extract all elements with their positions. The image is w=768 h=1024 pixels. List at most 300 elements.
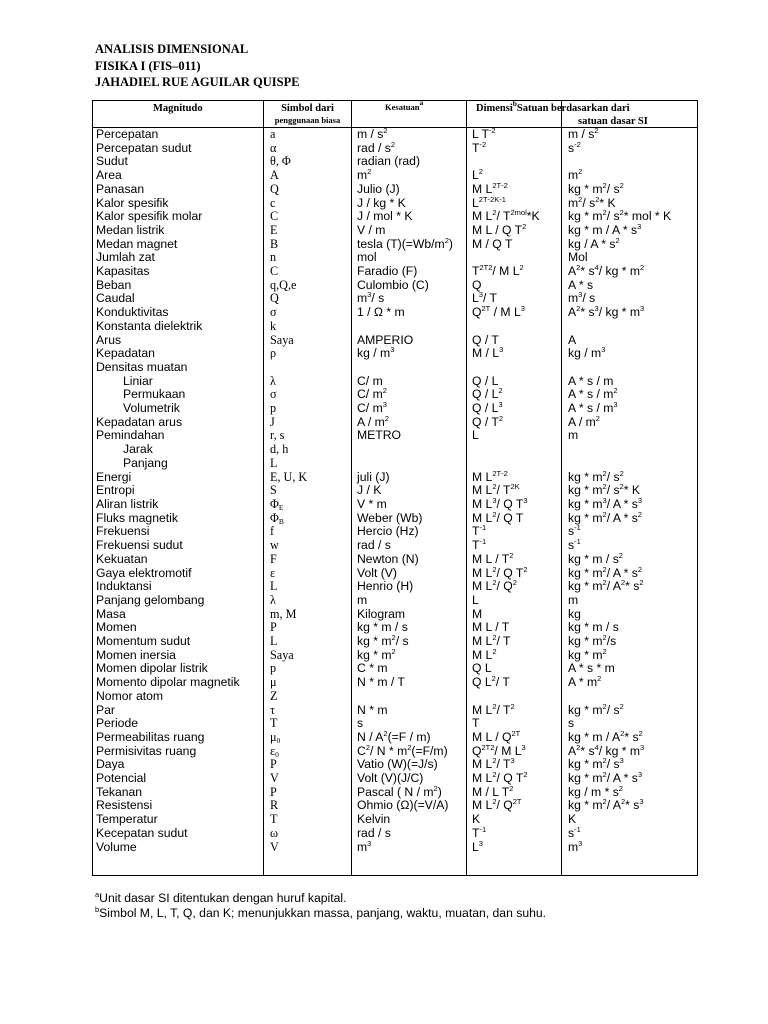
- unit-cell: C/ $m^3$: [357, 400, 387, 416]
- si-unit-cell: A * s / $m^2$: [568, 386, 618, 402]
- unit-cell: Faradio (F): [357, 264, 418, 279]
- dimension-cell: M $L^{2T-2}$: [472, 468, 508, 484]
- quantity-name: Periode: [96, 716, 139, 731]
- unit-cell: Volt (V): [357, 565, 397, 580]
- table-row: [0, 221, 768, 238]
- si-unit-cell: $m^2/$ $s^2*$ K: [568, 194, 616, 210]
- dimension-cell: M L / Q $T^2$: [472, 221, 527, 237]
- symbol-cell: μ: [270, 675, 277, 690]
- si-unit-cell: kg: [568, 606, 581, 621]
- quantity-name: Percepatan sudut: [96, 140, 192, 155]
- symbol-cell: P: [270, 784, 277, 799]
- author-name: JAHADIEL RUE AGUILAR QUISPE: [95, 75, 300, 89]
- dimension-cell: M L / $Q^{2T}$: [472, 728, 521, 744]
- symbol-cell: q,Q,e: [270, 277, 297, 292]
- table-row: [0, 468, 768, 485]
- symbol-cell: ω: [270, 825, 279, 840]
- unit-cell: A / $m^2$: [357, 413, 389, 429]
- dimension-cell: Q: [472, 277, 482, 292]
- unit-cell: V * m: [357, 496, 387, 511]
- table-row: [0, 155, 768, 169]
- dimension-cell: $Q^{2T2}/$ M $L^3$: [472, 742, 526, 758]
- symbol-cell: $\mu_0$: [270, 729, 281, 745]
- dimension-cell: Q / $L^2$: [472, 386, 503, 402]
- quantity-name: Jumlah zat: [96, 250, 155, 265]
- unit-cell: mol: [357, 250, 377, 265]
- quantity-name: Momen: [96, 620, 137, 635]
- unit-cell: Weber (Wb): [357, 510, 423, 525]
- quantity-name: Energi: [96, 469, 132, 484]
- unit-cell: J / mol * K: [357, 209, 413, 224]
- si-unit-cell: kg * $m^2/$ $s^3$: [568, 756, 624, 772]
- table-row: [0, 539, 768, 553]
- dimension-cell: $L^3/$ T: [472, 290, 497, 306]
- unit-cell: $N / A^2(=F / m)$: [357, 728, 431, 744]
- si-unit-cell: $s^{-1}$: [568, 824, 581, 840]
- dimension-cell: M $L^2/$ $T^2$: [472, 701, 515, 717]
- table-row: [0, 235, 768, 252]
- unit-cell: Pascal ( N / $m^2$): [357, 783, 442, 799]
- column-header-dimensi: Dimensi$^b$Satuan berdasarkan dari: [476, 99, 630, 114]
- symbol-cell: c: [270, 195, 276, 210]
- si-unit-cell: kg * $m^2/$ $s^2$: [568, 180, 624, 196]
- quantity-name: Resistensi: [96, 798, 153, 813]
- si-unit-cell: A * s / m: [568, 373, 614, 388]
- unit-cell: METRO: [357, 428, 402, 443]
- symbol-cell: f: [270, 524, 275, 539]
- unit-cell: Newton (N): [357, 551, 419, 566]
- table-row: [0, 279, 768, 293]
- unit-cell: Kelvin: [357, 812, 391, 827]
- unit-cell: rad / s: [357, 538, 391, 553]
- quantity-name: Densitas muatan: [96, 359, 188, 374]
- table-row: [0, 838, 768, 855]
- quantity-name: Fluks magnetik: [96, 510, 178, 525]
- dimension-cell: $T^{-1}$: [472, 537, 487, 553]
- symbol-cell: ρ: [270, 346, 277, 361]
- quantity-name: Kalor spesifik molar: [96, 209, 203, 224]
- table-row: [0, 772, 768, 786]
- table-row: [0, 413, 768, 430]
- quantity-name: Panasan: [96, 181, 145, 196]
- si-unit-cell: $s^{-1}$: [568, 523, 581, 539]
- column-header-kesatuan: Kesatuan$^a$: [385, 98, 424, 112]
- table-row: [0, 728, 768, 745]
- symbol-cell: θ, Φ: [270, 154, 291, 169]
- dimension-cell: M L / T: [472, 620, 510, 635]
- symbol-cell: L: [270, 634, 278, 649]
- si-unit-cell: kg * m / $s^2$: [568, 550, 623, 566]
- dimension-cell: $L^3$: [472, 838, 483, 854]
- table-row: [0, 347, 768, 361]
- unit-cell: Henrio (H): [357, 579, 414, 594]
- quantity-name: Momen dipolar listrik: [96, 661, 208, 676]
- column-header-simbol: Simbol dari: [281, 103, 334, 114]
- dimension-cell: Q / $T^2$: [472, 413, 504, 429]
- table-row: [0, 495, 768, 512]
- si-unit-cell: A * s: [568, 277, 594, 292]
- quantity-name: Nomor atom: [96, 688, 164, 703]
- unit-cell: Kilogram: [357, 606, 406, 621]
- table-row: [0, 139, 768, 156]
- dimension-cell: $T^{-1}$: [472, 523, 487, 539]
- unit-cell: Culombio (C): [357, 277, 429, 292]
- footnote-b: $^b$Simbol M, L, T, Q, dan K; menunjukkan massa, panjang, waktu, muatan, dan suhu.: [95, 905, 547, 920]
- si-unit-cell: kg / A * $s^2$: [568, 235, 620, 251]
- table-row: [0, 662, 768, 676]
- si-unit-cell: m / $s^2$: [568, 126, 599, 141]
- symbol-cell: $\Phi_B$: [270, 510, 284, 526]
- table-row: [0, 758, 768, 772]
- si-unit-cell: m: [568, 592, 579, 607]
- si-unit-cell: $A^2*$ $s^4/$ kg * $m^2$: [568, 263, 645, 279]
- dimension-cell: T: [472, 716, 480, 731]
- si-unit-cell: kg * m / A * $s^3$: [568, 221, 642, 237]
- si-unit-cell: $m^3/$ s: [568, 290, 596, 306]
- quantity-name: Konstanta dielektrik: [96, 318, 203, 333]
- symbol-cell: α: [270, 140, 277, 155]
- dimension-cell: M $L^2/$ $T^{2K}$: [472, 482, 520, 498]
- quantity-name: Kecepatan sudut: [96, 825, 188, 840]
- dimension-cell: L: [472, 592, 479, 607]
- quantity-name: Kepadatan: [96, 346, 155, 361]
- symbol-cell: R: [270, 798, 279, 813]
- table-row: [0, 525, 768, 539]
- si-unit-cell: $m^3$: [568, 838, 583, 854]
- dimension-cell: $Q^{2T}$ / M $L^3$: [472, 304, 525, 320]
- table-row: [0, 443, 768, 457]
- si-unit-cell: m: [568, 428, 579, 443]
- symbol-cell: p: [270, 661, 277, 676]
- unit-cell: C/ $m^2$: [357, 386, 387, 402]
- dimension-cell: L $T^{-2}$: [472, 126, 496, 141]
- si-unit-cell: kg * $m^2/$ A * $s^3$: [568, 770, 643, 786]
- si-unit-cell: kg * $m^2/$ A * $s^2$: [568, 509, 643, 525]
- table-row: [0, 210, 768, 224]
- si-unit-cell: A * s * m: [568, 661, 615, 676]
- dimension-cell: M $L^2/$ Q $T^2$: [472, 770, 528, 786]
- quantity-name: Caudal: [96, 291, 135, 306]
- unit-cell: Volt (V)(J/C): [357, 771, 424, 786]
- dimension-cell: Q $L^2/$ T: [472, 674, 510, 690]
- dimension-cell: M / $L^3$: [472, 345, 504, 361]
- unit-cell: rad / s: [357, 825, 391, 840]
- table-row: [0, 564, 768, 581]
- table-row: [0, 457, 768, 471]
- si-unit-cell: kg * $m^2/s$: [568, 633, 617, 649]
- table-row: [0, 251, 768, 265]
- table-row: [0, 361, 768, 375]
- unit-cell: kg * $m^2$: [357, 646, 396, 662]
- dimension-cell: M $L^2/$ Q $T^2$: [472, 564, 528, 580]
- quantity-name: Momen inersia: [96, 647, 176, 662]
- quantity-name: Momento dipolar magnetik: [96, 675, 240, 690]
- quantity-name: Pemindahan: [96, 428, 165, 443]
- table-row: [0, 690, 768, 704]
- symbol-cell: r, s: [270, 428, 285, 443]
- unit-cell: radian (rad): [357, 154, 420, 169]
- quantity-name: Volume: [96, 839, 137, 854]
- si-unit-cell: $A^2*$ $s^3/$ kg * $m^3$: [568, 304, 645, 320]
- quantity-name: Konduktivitas: [96, 305, 169, 320]
- symbol-cell: λ: [270, 592, 276, 607]
- si-unit-cell: kg * $m^2$: [568, 646, 607, 662]
- table-body: [0, 128, 768, 854]
- dimension-cell: Q L: [472, 661, 492, 676]
- course-code: FISIKA I (FIS–011): [95, 59, 201, 73]
- table-row: [0, 646, 768, 663]
- symbol-cell: P: [270, 620, 277, 635]
- quantity-name: Gaya elektromotif: [96, 565, 192, 580]
- unit-cell: J / K: [357, 483, 382, 498]
- unit-cell: Vatio (W)(=J/s): [357, 757, 438, 772]
- si-unit-cell: kg / $m^3$: [568, 345, 606, 361]
- symbol-cell: $\varepsilon_0$: [270, 743, 279, 759]
- table-row: [0, 783, 768, 800]
- dimension-cell: $T^{2T2}/$ M $L^2$: [472, 263, 524, 279]
- quantity-name: Panjang: [123, 455, 168, 470]
- symbol-cell: E: [270, 222, 278, 237]
- unit-cell: 1 / Ω * m: [357, 305, 405, 320]
- si-unit-cell: kg * $m^2/$ $s^2$: [568, 468, 624, 484]
- si-unit-cell: $s^{-2}$: [568, 139, 581, 155]
- quantity-name: Temperatur: [96, 812, 158, 827]
- quantity-name: Tekanan: [96, 784, 143, 799]
- table-row: [0, 799, 768, 813]
- symbol-cell: Q: [270, 181, 279, 196]
- si-unit-cell: kg * $m^2/$ A * $s^2$: [568, 564, 643, 580]
- quantity-name: Beban: [96, 277, 132, 292]
- column-header-simbol-sub: penggunaan biasa: [274, 115, 341, 125]
- quantity-name: Sudut: [96, 154, 128, 169]
- quantity-name: Arus: [96, 332, 122, 347]
- si-unit-cell: s: [568, 716, 575, 731]
- unit-cell: $m^3$: [357, 838, 372, 854]
- table-row: [0, 320, 768, 334]
- table-row: [0, 594, 768, 608]
- dimension-cell: $L^{2T-2K-1}$: [472, 194, 506, 210]
- symbol-cell: P: [270, 757, 277, 772]
- quantity-name: Induktansi: [96, 579, 152, 594]
- quantity-name: Frekuensi: [96, 524, 150, 539]
- table-row: [0, 813, 768, 827]
- unit-cell: m / $s^2$: [357, 126, 388, 141]
- unit-cell: C * m: [357, 661, 388, 676]
- quantity-name: Kapasitas: [96, 264, 150, 279]
- table-row: [0, 824, 768, 841]
- si-unit-cell: kg * $m^2/$ $s^2*$ K: [568, 482, 641, 498]
- symbol-cell: J: [270, 414, 275, 429]
- unit-cell: C/ m: [357, 373, 383, 388]
- quantity-name: Panjang gelombang: [96, 592, 205, 607]
- quantity-name: Area: [96, 168, 122, 183]
- symbol-cell: Q: [270, 291, 279, 306]
- si-unit-cell: kg / m * $s^2$: [568, 783, 623, 799]
- si-unit-cell: A / $m^2$: [568, 413, 600, 429]
- symbol-cell: V: [270, 771, 279, 786]
- unit-cell: tesla $(T)(=Wb/m^2)$: [357, 235, 453, 251]
- unit-cell: kg * $m^2/$ s: [357, 633, 409, 649]
- si-unit-cell: $m^2$: [568, 167, 583, 183]
- table-row: [0, 701, 768, 718]
- si-unit-cell: kg * m / s: [568, 620, 619, 635]
- symbol-cell: V: [270, 839, 279, 854]
- unit-cell: m: [357, 592, 368, 607]
- si-unit-cell: $A^2*$ $s^4/$ kg * $m^3$: [568, 742, 645, 758]
- dimension-cell: M $L^2/$ $T^{2mol}*K$: [472, 208, 540, 224]
- dimension-cell: Q / $L^3$: [472, 400, 503, 416]
- si-unit-cell: Mol: [568, 250, 588, 265]
- quantity-name: Par: [96, 702, 115, 717]
- quantity-name: Daya: [96, 757, 125, 772]
- quantity-name: Permisivitas ruang: [96, 743, 197, 758]
- unit-cell: kg * m / s: [357, 620, 408, 635]
- unit-cell: N * m / T: [357, 675, 405, 690]
- table-row: [0, 265, 768, 279]
- symbol-cell: A: [270, 168, 279, 183]
- dimension-cell: $T^{-1}$: [472, 824, 487, 840]
- unit-cell: kg / $m^3$: [357, 345, 395, 361]
- quantity-name: Permukaan: [123, 387, 186, 402]
- symbol-cell: d, h: [270, 442, 289, 457]
- symbol-cell: E, U, K: [270, 469, 308, 484]
- si-unit-cell: kg * $m^3/$ A * $s^3$: [568, 495, 643, 511]
- si-unit-cell: K: [568, 812, 577, 827]
- symbol-cell: T: [270, 716, 278, 731]
- table-row: [0, 484, 768, 498]
- unit-cell: N * m: [357, 702, 388, 717]
- document-title: ANALISIS DIMENSIONAL: [95, 42, 249, 56]
- unit-cell: Ohmio (Ω)(=V/A): [357, 798, 449, 813]
- symbol-cell: w: [270, 538, 279, 553]
- symbol-cell: $\Phi_E$: [270, 496, 284, 512]
- unit-cell: juli (J): [357, 469, 390, 484]
- symbol-cell: C: [270, 209, 279, 224]
- table-row: [0, 128, 768, 142]
- symbol-cell: σ: [270, 387, 277, 402]
- table-row: [0, 180, 768, 197]
- unit-cell: s: [357, 716, 364, 731]
- quantity-name: Entropi: [96, 483, 135, 498]
- symbol-cell: k: [270, 318, 277, 333]
- dimension-cell: M $L^2/$ $T^3$: [472, 756, 515, 772]
- dimension-cell: M / L $T^2$: [472, 783, 514, 799]
- symbol-cell: n: [270, 250, 277, 265]
- table-row: [0, 429, 768, 443]
- unit-cell: $m^2$: [357, 167, 372, 183]
- table-row: [0, 169, 768, 183]
- symbol-cell: Z: [270, 688, 278, 703]
- si-unit-cell: kg * $m^2/$ $s^2$: [568, 701, 624, 717]
- symbol-cell: Saya: [270, 647, 294, 662]
- symbol-cell: L: [270, 579, 278, 594]
- symbol-cell: T: [270, 812, 278, 827]
- unit-cell: Hercio (Hz): [357, 524, 419, 539]
- si-unit-cell: $s^{-1}$: [568, 537, 581, 553]
- si-unit-cell: kg * $m^2/$ $A^2*$ $s^3$: [568, 797, 644, 813]
- si-unit-cell: A: [568, 332, 577, 347]
- quantity-name: Momentum sudut: [96, 634, 191, 649]
- dimension-cell: M $L^2/$ T: [472, 633, 511, 649]
- table-row: [0, 676, 768, 690]
- table-row: [0, 292, 768, 306]
- symbol-cell: Saya: [270, 332, 294, 347]
- symbol-cell: τ: [270, 702, 275, 717]
- dimension-cell: $L^2$: [472, 167, 483, 183]
- table-row: [0, 608, 768, 622]
- footnote-a: $^a$Unit dasar SI ditentukan dengan huruf kapital.: [95, 890, 347, 905]
- quantity-name: Kepadatan arus: [96, 414, 183, 429]
- symbol-cell: λ: [270, 373, 276, 388]
- dimension-cell: K: [472, 812, 481, 827]
- si-unit-cell: kg * m / $A^2*$ $s^2$: [568, 728, 643, 744]
- unit-cell: Julio (J): [357, 181, 400, 196]
- symbol-cell: p: [270, 401, 277, 416]
- table-row: [0, 550, 768, 567]
- table-row: [0, 580, 768, 594]
- dimension-cell: M $L^2/$ $Q^{2T}$: [472, 797, 522, 813]
- dimension-cell: M L / $T^2$: [472, 550, 514, 566]
- quantity-name: Medan magnet: [96, 236, 178, 251]
- quantity-name: Jarak: [123, 442, 153, 457]
- symbol-cell: L: [270, 455, 278, 470]
- dimension-cell: M $L^2$: [472, 646, 497, 662]
- quantity-name: Permeabilitas ruang: [96, 729, 205, 744]
- symbol-cell: σ: [270, 305, 277, 320]
- dimension-cell: M $L^3/$ Q $T^3$: [472, 495, 528, 511]
- si-unit-cell: kg * $m^2/$ $A^2*$ $s^2$: [568, 578, 644, 594]
- unit-cell: $C^2/$ $N * m^2(=F/m)$: [357, 742, 448, 758]
- table-row: [0, 621, 768, 635]
- dimension-cell: Q / T: [472, 332, 499, 347]
- symbol-cell: B: [270, 236, 279, 251]
- quantity-name: Kalor spesifik: [96, 195, 169, 210]
- dimension-cell: M $L^{2T-2}$: [472, 180, 508, 196]
- quantity-name: Potencial: [96, 771, 147, 786]
- table-row: [0, 306, 768, 320]
- quantity-name: Aliran listrik: [96, 496, 159, 511]
- si-unit-cell: A * $m^2$: [568, 674, 602, 690]
- symbol-cell: a: [270, 127, 276, 141]
- unit-cell: AMPERIO: [357, 332, 414, 347]
- symbol-cell: m, M: [270, 606, 297, 621]
- symbol-cell: ε: [270, 565, 276, 580]
- table-row: [0, 742, 768, 759]
- table-row: [0, 635, 768, 649]
- symbol-cell: F: [270, 551, 277, 566]
- quantity-name: Liniar: [123, 373, 153, 388]
- quantity-name: Percepatan: [96, 127, 159, 141]
- dimension-cell: L: [472, 428, 479, 443]
- symbol-cell: C: [270, 264, 279, 279]
- dimension-cell: M: [472, 606, 483, 621]
- quantity-name: Volumetrik: [123, 401, 180, 416]
- quantity-name: Kekuatan: [96, 551, 148, 566]
- quantity-name: Frekuensi sudut: [96, 538, 183, 553]
- dimension-cell: M $L^2/$ $Q^2$: [472, 578, 517, 594]
- dimension-cell: M $L^2/$ Q T: [472, 509, 524, 525]
- si-unit-cell: A * s / $m^3$: [568, 400, 618, 416]
- quantity-name: Medan listrik: [96, 222, 165, 237]
- dimension-cell: $T^{-2}$: [472, 139, 487, 155]
- unit-cell: rad / $s^2$: [357, 139, 396, 155]
- column-header-magnitudo: Magnitudo: [153, 103, 203, 114]
- unit-cell: V / m: [357, 222, 386, 237]
- si-unit-cell: kg * $m^2/$ $s^2*$ mol * K: [568, 208, 672, 224]
- unit-cell: $m^3/$ s: [357, 290, 385, 306]
- dimension-cell: M / Q T: [472, 236, 513, 251]
- column-header-si: satuan dasar SI: [578, 116, 648, 127]
